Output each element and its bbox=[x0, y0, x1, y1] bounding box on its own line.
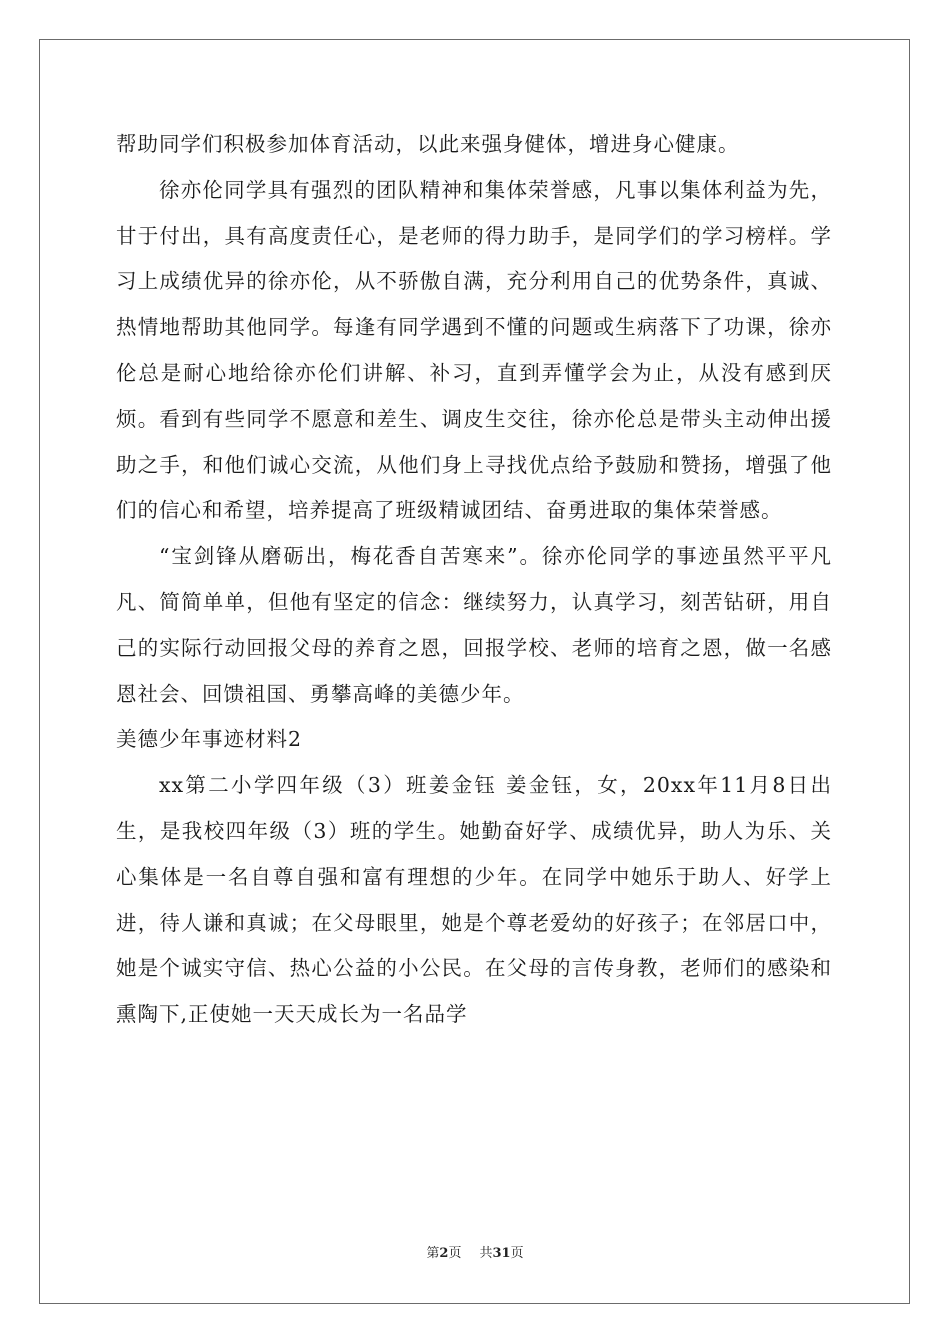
footer-total-prefix: 共 bbox=[479, 1246, 493, 1261]
footer-page-unit: 页 bbox=[448, 1246, 462, 1261]
footer-page-current: 2 bbox=[439, 1246, 449, 1261]
paragraph-4: xx第二小学四年级（3）班姜金钰 姜金钰，女，20xx年11月8日出生，是我校四年级（3）班的学生。她勤奋好学、成绩优异，助人为乐、关心集体是一名自尊自强和富有理想的少年。在同学中她乐于助人、好学上进，待人谦和真诚；在父母眼里，她是个尊老爱幼的好孩子；在邻居口中，她是个诚实守信、热心公益的小公民。在父母的言传身教，老师们的感染和熏陶下,正使她一天天成长为一名品学 bbox=[116, 773, 832, 1027]
footer-page-prefix: 第 bbox=[426, 1246, 440, 1261]
section-heading: 美德少年事迹材料2 bbox=[116, 727, 303, 752]
paragraph-3: “宝剑锋从磨砺出，梅花香自苦寒来”。徐亦伦同学的事迹虽然平平凡凡、简简单单，但他有坚定的信念：继续努力，认真学习，刻苦钻研，用自己的实际行动回报父母的养育之恩，回报学校、老师的培育之恩，做一名感恩社会、回馈祖国、勇攀高峰的美德少年。 bbox=[116, 544, 832, 706]
footer-page-total: 31 bbox=[492, 1246, 511, 1261]
page-footer bbox=[0, 1245, 950, 1263]
document-body bbox=[116, 122, 832, 1038]
paragraph-1: 帮助同学们积极参加体育活动，以此来强身健体，增进身心健康。 bbox=[116, 132, 740, 156]
footer-total-unit: 页 bbox=[510, 1246, 524, 1261]
paragraph-2: 徐亦伦同学具有强烈的团队精神和集体荣誉感，凡事以集体利益为先，甘于付出，具有高度责任心，是老师的得力助手，是同学们的学习榜样。学习上成绩优异的徐亦伦，从不骄傲自满，充分利用自己的优势条件，真诚、热情地帮助其他同学。每逢有同学遇到不懂的问题或生病落下了功课，徐亦伦总是耐心地给徐亦伦们讲解、补习，直到弄懂学会为止，从没有感到厌烦。看到有些同学不愿意和差生、调皮生交往，徐亦伦总是带头主动伸出援助之手，和他们诚心交流，从他们身上寻找优点给予鼓励和赞扬，增强了他们的信心和希望，培养提高了班级精诚团结、奋勇进取的集体荣誉感。 bbox=[116, 177, 832, 523]
